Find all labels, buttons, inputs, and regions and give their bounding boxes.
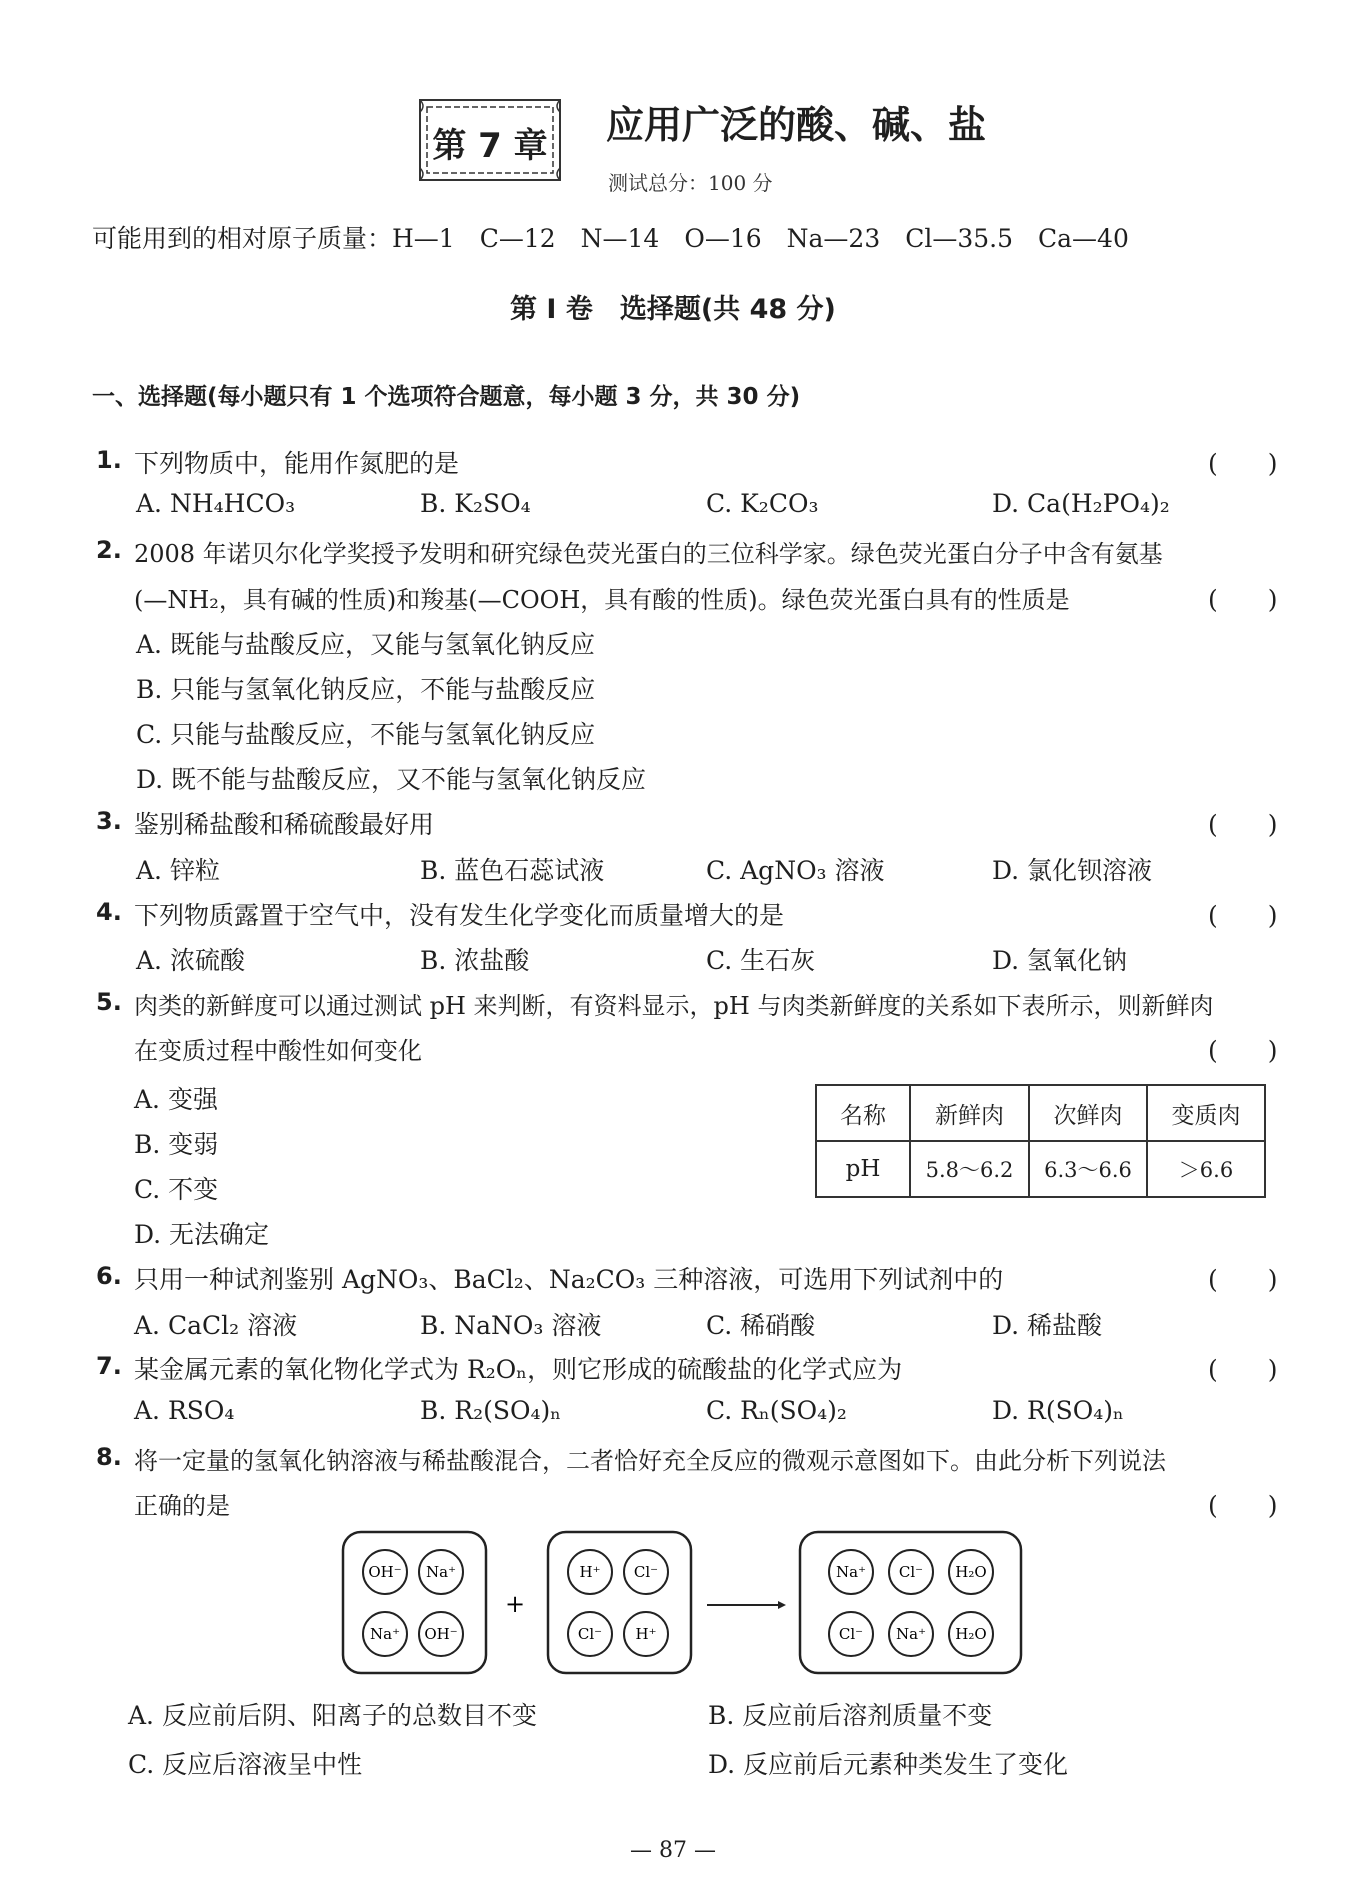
question-number: 1. <box>96 446 122 474</box>
question-stem: 某金属元素的氧化物化学式为 R₂Oₙ，则它形成的硫酸盐的化学式应为 <box>134 1355 903 1384</box>
plus-sign: + <box>504 1590 526 1618</box>
option-d[interactable]: D. 无法确定 <box>134 1220 270 1249</box>
question-stem: 在变质过程中酸性如何变化 <box>134 1037 422 1065</box>
ion-label: H₂O <box>955 1563 987 1581</box>
option-c[interactable]: C. 不变 <box>134 1175 219 1204</box>
option-a[interactable]: A. NH₄HCO₃ <box>136 489 296 518</box>
table-header-cell: 次鲜肉 <box>1029 1085 1147 1141</box>
table-header-cell: 名称 <box>816 1085 910 1141</box>
answer-paren[interactable]: ( ) <box>1208 1036 1278 1065</box>
question-stem: 肉类的新鲜度可以通过测试 pH 来判断，有资料显示，pH 与肉类新鲜度的关系如下表所示，则新鲜肉 <box>134 992 1214 1020</box>
reaction-diagram <box>340 1526 1040 1686</box>
option-a[interactable]: A. CaCl₂ 溶液 <box>134 1311 298 1340</box>
option-b[interactable]: B. R₂(SO₄)ₙ <box>420 1396 562 1425</box>
option-b[interactable]: B. 浓盐酸 <box>420 946 530 975</box>
option-b[interactable]: B. NaNO₃ 溶液 <box>420 1311 602 1340</box>
table-cell: pH <box>816 1141 910 1197</box>
ion-label: Cl⁻ <box>898 1563 924 1581</box>
answer-paren[interactable]: ( ) <box>1208 585 1278 614</box>
option-d[interactable]: D. 既不能与盐酸反应，又不能与氢氧化钠反应 <box>136 765 647 794</box>
ion-label: Na⁺ <box>836 1563 866 1581</box>
question-stem: 2008 年诺贝尔化学奖授予发明和研究绿色荧光蛋白的三位科学家。绿色荧光蛋白分子中含有氨基 <box>134 540 1163 568</box>
table-row <box>816 1085 1265 1141</box>
table-header-cell: 新鲜肉 <box>910 1085 1029 1141</box>
ion-label: H⁺ <box>635 1625 657 1643</box>
option-d[interactable]: D. 氯化钡溶液 <box>992 856 1153 885</box>
part-title: 第 Ⅰ 卷 选择题(共 48 分) <box>510 294 836 325</box>
question-stem: 鉴别稀盐酸和稀硫酸最好用 <box>134 810 435 839</box>
page-number: — 87 — <box>630 1838 716 1863</box>
question-number: 8. <box>96 1443 122 1471</box>
ion-circles <box>363 1550 993 1656</box>
option-a[interactable]: A. RSO₄ <box>134 1396 235 1425</box>
option-c[interactable]: C. 稀硝酸 <box>706 1311 816 1340</box>
answer-paren[interactable]: ( ) <box>1208 449 1278 478</box>
ion-label: Cl⁻ <box>838 1625 864 1643</box>
atomic-masses: 可能用到的相对原子质量：H—1 C—12 N—14 O—16 Na—23 Cl—35.5 Ca—40 <box>92 224 1129 253</box>
table-row <box>816 1141 1265 1197</box>
question-stem: 正确的是 <box>134 1492 230 1520</box>
product-box <box>800 1532 1021 1673</box>
question-number: 2. <box>96 536 122 564</box>
option-b[interactable]: B. K₂SO₄ <box>420 489 531 518</box>
question-stem: 只用一种试剂鉴别 AgNO₃、BaCl₂、Na₂CO₃ 三种溶液，可选用下列试剂中的 <box>134 1265 1004 1294</box>
ion-label: Cl⁻ <box>633 1563 659 1581</box>
option-a[interactable]: A. 既能与盐酸反应，又能与氢氧化钠反应 <box>136 630 595 659</box>
option-c[interactable]: C. AgNO₃ 溶液 <box>706 856 885 885</box>
table-cell: 6.3～6.6 <box>1029 1141 1147 1197</box>
reactant-box-hcl <box>548 1532 691 1673</box>
answer-paren[interactable]: ( ) <box>1208 1355 1278 1384</box>
answer-paren[interactable]: ( ) <box>1208 810 1278 839</box>
ion-label: OH⁻ <box>424 1625 458 1643</box>
option-d[interactable]: D. R(SO₄)ₙ <box>992 1396 1124 1425</box>
ion-label: H⁺ <box>579 1563 601 1581</box>
ion-label: OH⁻ <box>368 1563 402 1581</box>
total-score: 测试总分：100 分 <box>608 171 773 195</box>
option-a[interactable]: A. 浓硫酸 <box>136 946 245 975</box>
answer-paren[interactable]: ( ) <box>1208 1265 1278 1294</box>
option-c[interactable]: C. K₂CO₃ <box>706 489 819 518</box>
ion-label: Na⁺ <box>370 1625 400 1643</box>
option-b[interactable]: B. 反应前后溶剂质量不变 <box>708 1701 993 1730</box>
chapter-badge <box>416 96 564 184</box>
option-d[interactable]: D. 稀盐酸 <box>992 1311 1103 1340</box>
question-number: 7. <box>96 1352 122 1380</box>
question-number: 5. <box>96 988 122 1016</box>
option-b[interactable]: B. 只能与氢氧化钠反应，不能与盐酸反应 <box>136 675 596 704</box>
ion-label: Na⁺ <box>896 1625 926 1643</box>
question-number: 4. <box>96 898 122 926</box>
option-d[interactable]: D. Ca(H₂PO₄)₂ <box>992 489 1170 518</box>
question-stem: (—NH₂，具有碱的性质)和羧基(—COOH，具有酸的性质)。绿色荧光蛋白具有的性质是 <box>134 586 1070 614</box>
chapter-title: 应用广泛的酸、碱、盐 <box>606 103 987 147</box>
ion-label: Na⁺ <box>426 1563 456 1581</box>
reaction-arrow-icon <box>707 1601 786 1609</box>
chapter-label: 第 7 章 <box>432 126 548 166</box>
answer-paren[interactable]: ( ) <box>1208 1491 1278 1520</box>
question-number: 6. <box>96 1262 122 1290</box>
ion-label: H₂O <box>955 1625 987 1643</box>
option-a[interactable]: A. 变强 <box>134 1085 218 1114</box>
ph-freshness-table <box>815 1084 1266 1198</box>
option-c[interactable]: C. 反应后溶液呈中性 <box>128 1750 363 1779</box>
ion-label: Cl⁻ <box>577 1625 603 1643</box>
option-b[interactable]: B. 变弱 <box>134 1130 219 1159</box>
question-stem: 下列物质露置于空气中，没有发生化学变化而质量增大的是 <box>134 901 785 930</box>
table-cell: 5.8～6.2 <box>910 1141 1029 1197</box>
option-d[interactable]: D. 反应前后元素种类发生了变化 <box>708 1750 1069 1779</box>
question-number: 3. <box>96 807 122 835</box>
table-header-cell: 变质肉 <box>1147 1085 1265 1141</box>
option-a[interactable]: A. 锌粒 <box>136 856 220 885</box>
section-title: 一、选择题(每小题只有 1 个选项符合题意，每小题 3 分，共 30 分) <box>92 384 801 410</box>
option-c[interactable]: C. Rₙ(SO₄)₂ <box>706 1396 847 1425</box>
option-b[interactable]: B. 蓝色石蕊试液 <box>420 856 605 885</box>
reactant-box-naoh <box>343 1532 486 1673</box>
option-d[interactable]: D. 氢氧化钠 <box>992 946 1128 975</box>
question-stem: 将一定量的氢氧化钠溶液与稀盐酸混合，二者恰好充全反应的微观示意图如下。由此分析下列说法 <box>134 1447 1166 1475</box>
answer-paren[interactable]: ( ) <box>1208 901 1278 930</box>
option-c[interactable]: C. 生石灰 <box>706 946 816 975</box>
option-a[interactable]: A. 反应前后阴、阳离子的总数目不变 <box>128 1701 537 1730</box>
table-cell: ＞6.6 <box>1147 1141 1265 1197</box>
question-stem: 下列物质中，能用作氮肥的是 <box>134 449 460 478</box>
option-c[interactable]: C. 只能与盐酸反应，不能与氢氧化钠反应 <box>136 720 596 749</box>
